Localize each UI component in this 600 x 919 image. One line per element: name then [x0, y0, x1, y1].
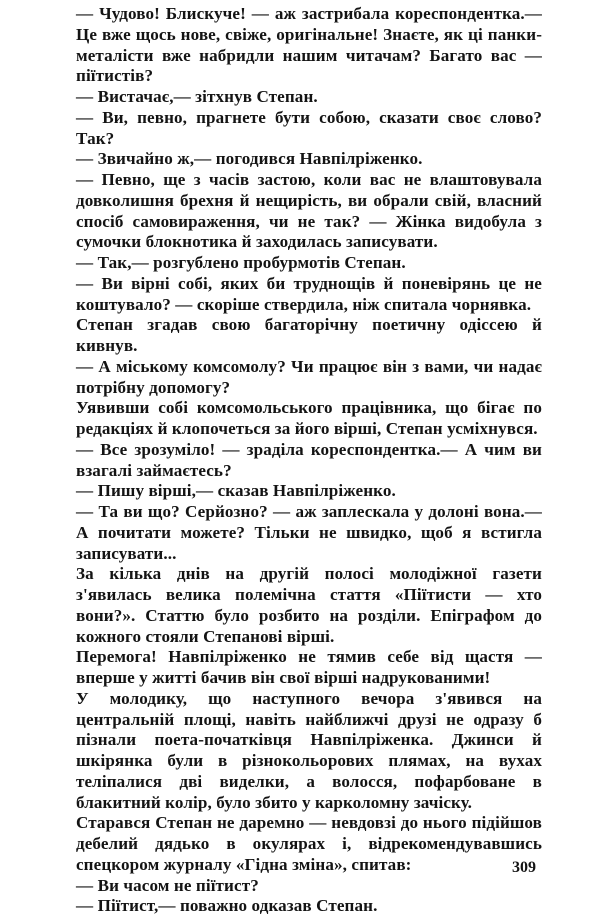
paragraph: — Все зрозуміло! — зраділа кореспондентка.— А чим ви взагалі займаєтесь? [76, 439, 542, 480]
paragraph: — Ви, певно, прагнете бути собою, сказати своє слово? Так? [76, 107, 542, 148]
paragraph: — Вистачає,— зітхнув Степан. [76, 87, 318, 106]
paragraph: — Так,— розгублено пробурмотів Степан. [76, 253, 406, 272]
paragraph: Степан згадав свою багаторічну поетичну одіссею й кивнув. [76, 315, 542, 355]
page-body [76, 4, 542, 917]
paragraph: — Чудово! Блискуче! — аж застрибала кореспондентка.— Це вже щось нове, свіже, оригінальне! Знаєте, як ці панки-металісти вже набридли нашим читачам? Багато вас — піїтистів? [76, 4, 542, 86]
paragraph: Старався Степан не даремно — невдовзі до нього підійшов дебелий дядько в окулярах і, відрекомендувавшись спецкором журналу «Гідна зміна», спитав: [76, 813, 542, 874]
paragraph: — Пишу вірші,— сказав Навпілріженко. [76, 481, 396, 501]
paragraph: — Звичайно ж,— погодився Навпілріженко. [76, 149, 423, 169]
paragraph: — Та ви що? Серйозно? — аж заплескала у долоні вона.— А почитати можете? Тільки не швидко, щоб я встигла записувати... [76, 502, 542, 563]
paragraph: — А міському комсомолу? Чи працює він з вами, чи надає потрібну допомогу? [76, 356, 542, 397]
paragraph: У молодику, що наступного вечора з'явився на центральній площі, навіть найближчі друзі не одразу б пізнали поета-початківця Навпілріженка. Джинси й шкірянка були в різнокольорових плямах, на вухах теліпалися дві виделки, а волосся, пофарбоване в блакитний колір, було збито у карколомну зачіску. [76, 688, 542, 812]
paragraph: — Піїтист,— поважно одказав Степан. [76, 896, 378, 916]
paragraph: За кілька днів на другій полосі молодіжної газети з'явилась велика полемічна стаття «Піїтисти — хто вони?». Статтю було розбито на розділи. Епіграфом до кожного стояли Степанові вірші. [76, 564, 542, 646]
paragraph: — Ви вірні собі, яких би труднощів й поневірянь це не коштувало? — скоріше ствердила, ніж спитала чорнявка. [76, 273, 542, 314]
page-number: 309 [512, 859, 536, 876]
paragraph: — Ви часом не піїтист? [76, 875, 259, 895]
paragraph: Перемога! Навпілріженко не тямив себе від щастя — вперше у житті бачив він свої вірші надрукованими! [76, 647, 542, 687]
paragraph: — Певно, ще з часів застою, коли вас не влаштовувала довколишня брехня й нещирість, ви обрали свій, власний спосіб самовираження, чи не так? — Жінка видобула з сумочки блокнотика й заходилась записувати. [76, 170, 542, 252]
paragraph: Уявивши собі комсомольського працівника, що бігає по редакціях й клопочеться за його вірші, Степан усміхнувся. [76, 398, 542, 438]
